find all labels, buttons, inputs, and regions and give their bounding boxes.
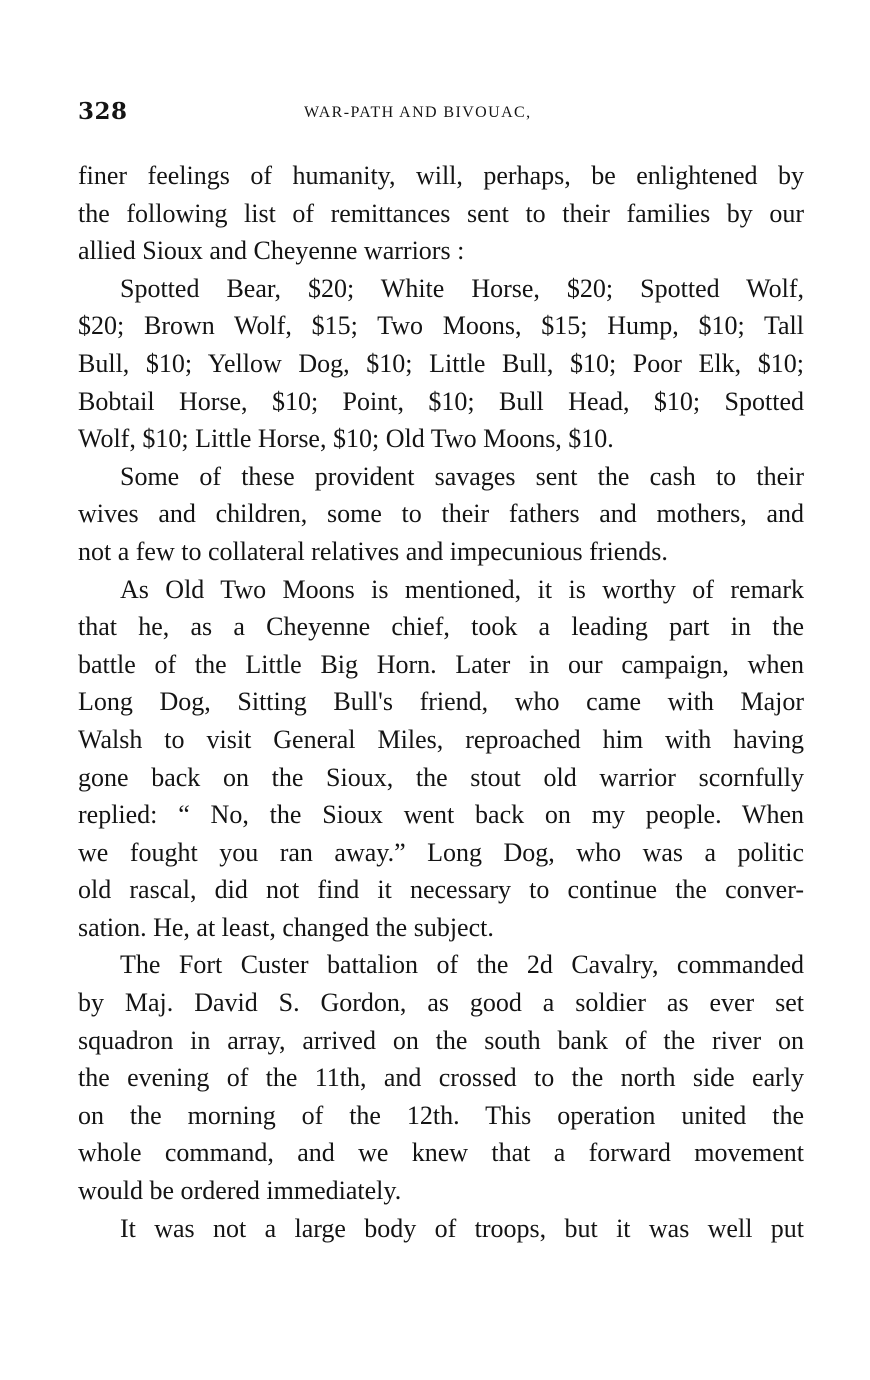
page-number: 328 xyxy=(78,98,128,125)
text-line: sation. He, at least, changed the subject. xyxy=(78,912,494,942)
text-line: battle of the Little Big Horn. Later in our campaign, when xyxy=(78,649,804,679)
text-line: whole command, and we knew that a forward movement xyxy=(78,1138,804,1168)
text-line: As Old Two Moons is mentioned, it is worthy of remark xyxy=(120,574,804,604)
text-line: Bull, $10; Yellow Dog, $10; Little Bull, $10; Poor Elk, $10; xyxy=(78,348,804,378)
text-line: Long Dog, Sitting Bull's friend, who came with Major xyxy=(78,687,804,717)
text-line: Some of these provident savages sent the cash to their xyxy=(120,461,804,491)
text-line: wives and children, some to their fathers and mothers, and xyxy=(78,499,804,529)
text-line: we fought you ran away.” Long Dog, who was a politic xyxy=(78,837,804,867)
text-line: that he, as a Cheyenne chief, took a leading part in the xyxy=(78,612,804,642)
text-line: Spotted Bear, $20; White Horse, $20; Spotted Wolf, xyxy=(120,273,804,303)
text-line: Walsh to visit General Miles, reproached him with having xyxy=(78,724,804,754)
running-title: WAR-PATH AND BIVOUAC, xyxy=(304,104,532,121)
text-line: not a few to collateral relatives and impecunious friends. xyxy=(78,536,668,566)
text-line: by Maj. David S. Gordon, as good a soldier as ever set xyxy=(78,988,804,1018)
body-text xyxy=(78,157,804,1247)
text-line: on the morning of the 12th. This operation united the xyxy=(78,1100,804,1130)
text-line: the evening of the 11th, and crossed to the north side early xyxy=(78,1063,804,1093)
text-line: Bobtail Horse, $10; Point, $10; Bull Head, $10; Spotted xyxy=(78,386,804,416)
text-line: Wolf, $10; Little Horse, $10; Old Two Moons, $10. xyxy=(78,424,614,454)
text-line: the following list of remittances sent to their families by our xyxy=(78,198,804,228)
text-line: It was not a large body of troops, but it was well put xyxy=(120,1213,804,1243)
text-line: replied: “ No, the Sioux went back on my people. When xyxy=(78,800,804,830)
text-line: would be ordered immediately. xyxy=(78,1176,402,1206)
text-line: squadron in array, arrived on the south bank of the river on xyxy=(78,1025,804,1055)
text-line: The Fort Custer battalion of the 2d Cavalry, commanded xyxy=(120,950,804,980)
text-line: allied Sioux and Cheyenne warriors : xyxy=(78,236,465,266)
text-line: finer feelings of humanity, will, perhaps, be enlightened by xyxy=(78,161,804,190)
text-line: gone back on the Sioux, the stout old warrior scornfully xyxy=(78,762,804,792)
running-head xyxy=(78,98,810,134)
text-line: old rascal, did not find it necessary to continue the conver- xyxy=(78,875,804,905)
text-line: $20; Brown Wolf, $15; Two Moons, $15; Hump, $10; Tall xyxy=(78,311,804,341)
